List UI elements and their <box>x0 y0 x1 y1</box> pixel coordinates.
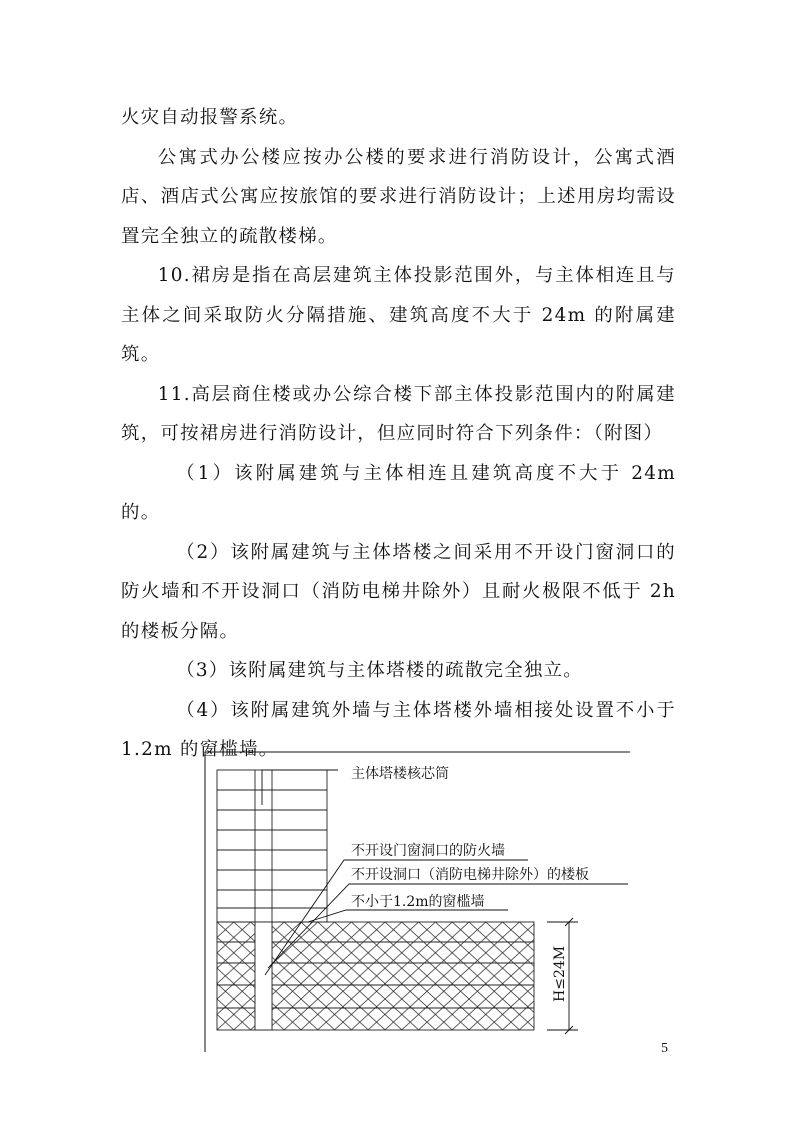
label-floor-slab: 不开设洞口（消防电梯井除外）的楼板 <box>351 867 589 883</box>
podium-block <box>217 922 534 1030</box>
document-body <box>121 98 676 770</box>
paragraph-item-10: 10.裙房是指在高层建筑主体投影范围外，与主体相连且与主体之间采取防火分隔措施、建筑高度不大于 24m 的附属建筑。 <box>121 265 676 365</box>
figure-frame <box>205 752 630 1052</box>
label-height-limit: H≤24M <box>552 945 568 1002</box>
condition-4: （4）该附属建筑外墙与主体塔楼外墙相接处设置不小于 1.2m 的窗槛墙。 <box>121 699 676 760</box>
label-core-tube: 主体塔楼核芯筒 <box>351 766 449 782</box>
tower-block <box>217 770 327 1030</box>
leader-lines <box>262 770 628 975</box>
paragraph-apartment-office: 公寓式办公楼应按办公楼的要求进行消防设计，公寓式酒店、酒店式公寓应按旅馆的要求进行消防设计；上述用房均需设置完全独立的疏散楼梯。 <box>121 146 676 247</box>
height-dimension <box>547 918 578 1034</box>
label-firewall: 不开设门窗洞口的防火墙 <box>351 843 505 859</box>
paragraph-item-11: 11.高层商住楼或办公综合楼下部主体投影范围内的附属建筑，可按裙房进行消防设计，但应同时符合下列条件：（附图） <box>121 383 676 444</box>
label-window-sill-wall: 不小于1.2m的窗槛墙 <box>351 894 485 910</box>
condition-1: （1）该附属建筑与主体相连且建筑高度不大于 24m 的。 <box>121 462 676 523</box>
condition-2: （2）该附属建筑与主体塔楼之间采用不开设门窗洞口的防火墙和不开设洞口（消防电梯井除外）且耐火极限不低于 2h 的楼板分隔。 <box>121 541 676 642</box>
condition-3: （3）该附属建筑与主体塔楼的疏散完全独立。 <box>176 660 584 681</box>
paragraph-fire-alarm: 火灾自动报警系统。 <box>121 107 299 128</box>
page-number: 5 <box>661 1041 668 1056</box>
